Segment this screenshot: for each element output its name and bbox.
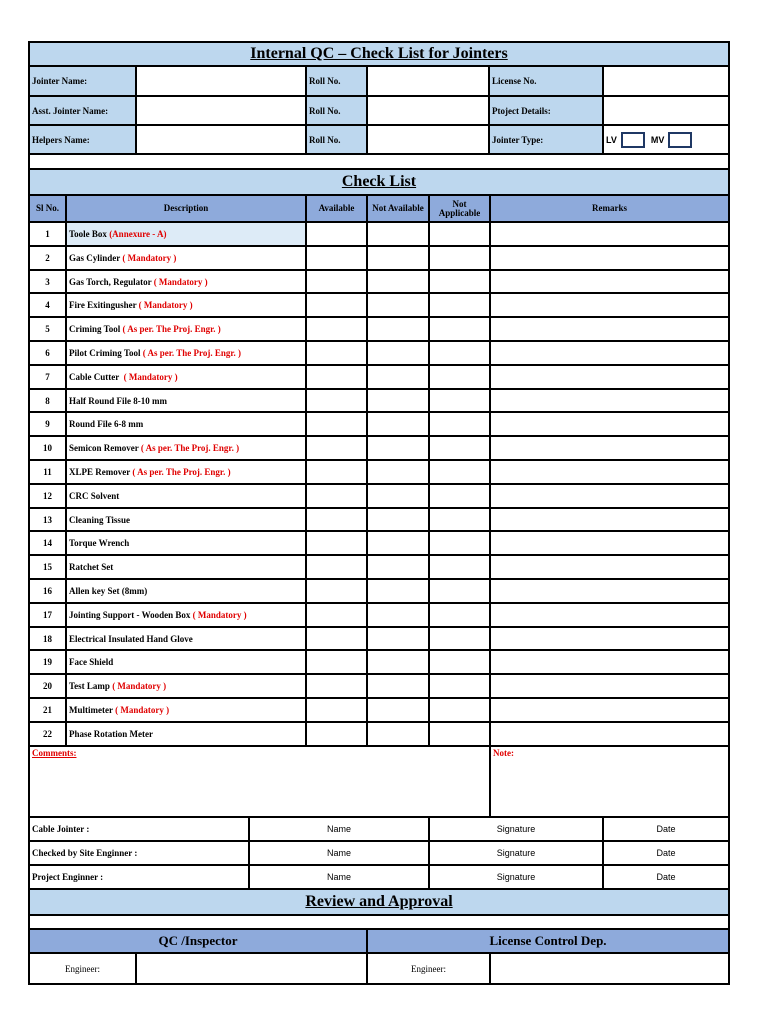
signoff-date-field[interactable]: Date	[603, 865, 729, 889]
not-applicable-cell[interactable]	[429, 341, 490, 365]
remarks-cell[interactable]	[490, 436, 729, 460]
available-cell[interactable]	[306, 508, 367, 531]
signoff-role: Project Enginner :	[29, 865, 249, 889]
item-number: 7	[29, 365, 66, 389]
not-applicable-cell[interactable]	[429, 270, 490, 293]
remarks-cell[interactable]	[490, 650, 729, 674]
not-applicable-cell[interactable]	[429, 531, 490, 555]
item-description	[66, 270, 306, 293]
comments-box[interactable]: Comments:	[29, 746, 490, 817]
not-applicable-cell[interactable]	[429, 222, 490, 246]
available-cell[interactable]	[306, 555, 367, 579]
item-text: CRC Solvent	[69, 491, 120, 501]
col-remarks: Remarks	[490, 195, 729, 222]
available-cell[interactable]	[306, 579, 367, 603]
not-applicable-cell[interactable]	[429, 412, 490, 436]
item-number: 13	[29, 508, 66, 531]
not-applicable-cell[interactable]	[429, 293, 490, 317]
not-available-cell[interactable]	[367, 317, 429, 341]
item-description	[66, 698, 306, 722]
remarks-cell[interactable]	[490, 317, 729, 341]
signoff-name-field[interactable]: Name	[249, 841, 429, 865]
available-cell[interactable]	[306, 222, 367, 246]
available-cell[interactable]	[306, 650, 367, 674]
not-available-cell[interactable]	[367, 555, 429, 579]
checklist-title: Check List	[29, 169, 729, 195]
item-description	[66, 246, 306, 270]
lv-checkbox[interactable]	[621, 132, 645, 148]
available-cell[interactable]	[306, 317, 367, 341]
signoff-signature-field[interactable]: Signature	[429, 841, 603, 865]
not-available-cell[interactable]	[367, 365, 429, 389]
item-number: 8	[29, 389, 66, 412]
item-text: Criming Tool	[69, 324, 123, 334]
item-requirement-note: ( Mandatory )	[138, 300, 193, 310]
item-number: 15	[29, 555, 66, 579]
available-cell[interactable]	[306, 484, 367, 508]
not-applicable-cell[interactable]	[429, 436, 490, 460]
signoff-date-field[interactable]: Date	[603, 817, 729, 841]
not-available-cell[interactable]	[367, 698, 429, 722]
not-available-cell[interactable]	[367, 484, 429, 508]
item-requirement-note: ( As per. The Proj. Engr. )	[140, 443, 240, 453]
remarks-cell[interactable]	[490, 341, 729, 365]
qc-engineer-field[interactable]	[136, 953, 367, 984]
item-text: Toole Box	[69, 229, 110, 239]
item-description	[66, 222, 306, 246]
not-applicable-cell[interactable]	[429, 246, 490, 270]
roll-no-field[interactable]	[367, 96, 489, 125]
item-text: Test Lamp	[69, 681, 113, 691]
not-applicable-cell[interactable]	[429, 389, 490, 412]
col-not-applicable: Not Applicable	[429, 195, 490, 222]
available-cell[interactable]	[306, 341, 367, 365]
remarks-cell[interactable]	[490, 555, 729, 579]
item-text: Gas Torch, Regulator	[69, 276, 154, 287]
item-requirement-note: ( Mandatory )	[115, 705, 170, 715]
item-text: Cleaning Tissue	[69, 514, 130, 525]
available-cell[interactable]	[306, 674, 367, 698]
item-text: Phase Rotation Meter	[69, 729, 153, 739]
available-cell[interactable]	[306, 293, 367, 317]
signoff-signature-field[interactable]: Signature	[429, 865, 603, 889]
item-text: Torque Wrench	[69, 538, 130, 548]
not-applicable-cell[interactable]	[429, 365, 490, 389]
project-details-field[interactable]	[603, 96, 729, 125]
not-available-cell[interactable]	[367, 722, 429, 746]
not-applicable-cell[interactable]	[429, 603, 490, 627]
item-number: 14	[29, 531, 66, 555]
spacer-row	[29, 915, 729, 929]
item-requirement-note: ( Mandatory )	[122, 253, 177, 263]
license-no-label: License No.	[489, 66, 603, 96]
not-available-cell[interactable]	[367, 650, 429, 674]
mv-checkbox[interactable]	[668, 132, 692, 148]
item-number: 6	[29, 341, 66, 365]
item-text: Jointing Support - Wooden Box	[69, 610, 193, 620]
roll-no-label: Roll No.	[306, 96, 367, 125]
asst-jointer-name-field[interactable]	[136, 96, 306, 125]
item-description	[66, 579, 306, 603]
roll-no-field[interactable]	[367, 66, 489, 96]
not-available-cell[interactable]	[367, 389, 429, 412]
jointer-type-label: Jointer Type:	[489, 125, 603, 154]
col-available: Available	[306, 195, 367, 222]
item-description	[66, 460, 306, 484]
remarks-cell[interactable]	[490, 460, 729, 484]
item-description	[66, 484, 306, 508]
remarks-cell[interactable]	[490, 365, 729, 389]
item-description	[66, 293, 306, 317]
not-available-cell[interactable]	[367, 270, 429, 293]
item-description	[66, 436, 306, 460]
item-description	[66, 412, 306, 436]
available-cell[interactable]	[306, 389, 367, 412]
available-cell[interactable]	[306, 246, 367, 270]
item-number: 2	[29, 246, 66, 270]
remarks-cell[interactable]	[490, 531, 729, 555]
available-cell[interactable]	[306, 412, 367, 436]
item-text: Gas Cylinder	[69, 253, 123, 263]
not-available-cell[interactable]	[367, 603, 429, 627]
item-requirement-note: ( As per. The Proj. Engr. )	[142, 348, 242, 358]
item-text: Face Shield	[69, 657, 114, 667]
item-text: Round File 6-8 mm	[69, 419, 144, 429]
item-number: 5	[29, 317, 66, 341]
item-description	[66, 317, 306, 341]
license-control-header: License Control Dep.	[367, 929, 729, 953]
not-available-cell[interactable]	[367, 246, 429, 270]
available-cell[interactable]	[306, 603, 367, 627]
item-description	[66, 603, 306, 627]
signoff-name-field[interactable]: Name	[249, 817, 429, 841]
signoff-name-field[interactable]: Name	[249, 865, 429, 889]
item-description	[66, 365, 306, 389]
item-number: 1	[29, 222, 66, 246]
license-no-field[interactable]	[603, 66, 729, 96]
item-description	[66, 650, 306, 674]
remarks-cell[interactable]	[490, 293, 729, 317]
lv-label: LV	[606, 134, 617, 145]
remarks-cell[interactable]	[490, 412, 729, 436]
not-applicable-cell[interactable]	[429, 674, 490, 698]
col-sl-no: Sl No.	[29, 195, 66, 222]
helpers-name-label: Helpers Name:	[29, 125, 136, 154]
item-text: XLPE Remover	[69, 467, 133, 477]
spacer-row	[29, 154, 729, 169]
not-available-cell[interactable]	[367, 222, 429, 246]
remarks-cell[interactable]	[490, 270, 729, 293]
not-available-cell[interactable]	[367, 460, 429, 484]
item-number: 4	[29, 293, 66, 317]
not-applicable-cell[interactable]	[429, 508, 490, 531]
remarks-cell[interactable]	[490, 627, 729, 650]
remarks-cell[interactable]	[490, 579, 729, 603]
item-number: 18	[29, 627, 66, 650]
remarks-cell[interactable]	[490, 674, 729, 698]
item-text: Pilot Criming Tool	[69, 348, 143, 358]
item-requirement-note: ( Mandatory )	[153, 276, 208, 287]
available-cell[interactable]	[306, 698, 367, 722]
available-cell[interactable]	[306, 270, 367, 293]
not-available-cell[interactable]	[367, 341, 429, 365]
item-text: Ratchet Set	[69, 562, 114, 572]
license-engineer-field[interactable]	[490, 953, 729, 984]
not-applicable-cell[interactable]	[429, 627, 490, 650]
project-details-label: Ptoject Details:	[489, 96, 603, 125]
item-description	[66, 508, 306, 531]
remarks-cell[interactable]	[490, 484, 729, 508]
not-applicable-cell[interactable]	[429, 460, 490, 484]
item-description	[66, 627, 306, 650]
item-description	[66, 531, 306, 555]
item-requirement-note: ( Mandatory )	[112, 681, 167, 691]
item-description	[66, 341, 306, 365]
item-text: Half Round File 8-10 mm	[69, 395, 167, 406]
item-requirement-note: ( As per. The Proj. Engr. )	[122, 324, 221, 334]
signoff-role: Cable Jointer :	[29, 817, 249, 841]
not-available-cell[interactable]	[367, 412, 429, 436]
signoff-signature-field[interactable]: Signature	[429, 817, 603, 841]
engineer-label: Engineer:	[367, 953, 490, 984]
item-number: 3	[29, 270, 66, 293]
not-applicable-cell[interactable]	[429, 484, 490, 508]
available-cell[interactable]	[306, 627, 367, 650]
col-not-available: Not Available	[367, 195, 429, 222]
item-text: Allen key Set (8mm)	[69, 586, 148, 596]
item-number: 11	[29, 460, 66, 484]
item-number: 10	[29, 436, 66, 460]
signoff-date-field[interactable]: Date	[603, 841, 729, 865]
not-applicable-cell[interactable]	[429, 317, 490, 341]
review-title: Review and Approval	[29, 889, 729, 915]
item-requirement-note: ( Mandatory )	[123, 372, 178, 382]
item-text: Fire Exitingusher	[69, 300, 139, 310]
item-number: 22	[29, 722, 66, 746]
item-number: 21	[29, 698, 66, 722]
available-cell[interactable]	[306, 722, 367, 746]
mv-label: MV	[650, 134, 665, 145]
item-description	[66, 389, 306, 412]
asst-jointer-name-label: Asst. Jointer Name:	[29, 96, 136, 125]
not-available-cell[interactable]	[367, 627, 429, 650]
not-applicable-cell[interactable]	[429, 579, 490, 603]
not-applicable-cell[interactable]	[429, 650, 490, 674]
item-number: 9	[29, 412, 66, 436]
item-text: Multimeter	[69, 705, 116, 715]
helpers-name-field[interactable]	[136, 125, 306, 154]
available-cell[interactable]	[306, 460, 367, 484]
not-available-cell[interactable]	[367, 674, 429, 698]
item-number: 16	[29, 579, 66, 603]
remarks-cell[interactable]	[490, 389, 729, 412]
not-applicable-cell[interactable]	[429, 698, 490, 722]
remarks-cell[interactable]	[490, 508, 729, 531]
not-applicable-cell[interactable]	[429, 722, 490, 746]
remarks-cell[interactable]	[490, 722, 729, 746]
item-text: Cable Cutter	[69, 372, 124, 382]
remarks-cell[interactable]	[490, 603, 729, 627]
roll-no-field[interactable]	[367, 125, 489, 154]
item-description	[66, 674, 306, 698]
available-cell[interactable]	[306, 531, 367, 555]
item-description	[66, 555, 306, 579]
engineer-label: Engineer:	[29, 953, 136, 984]
jointer-name-label: Jointer Name:	[29, 66, 136, 96]
remarks-cell[interactable]	[490, 222, 729, 246]
qc-inspector-header: QC /Inspector	[29, 929, 367, 953]
not-available-cell[interactable]	[367, 508, 429, 531]
note-box[interactable]: Note:	[490, 746, 729, 817]
jointer-name-field[interactable]	[136, 66, 306, 96]
item-number: 12	[29, 484, 66, 508]
available-cell[interactable]	[306, 365, 367, 389]
item-text: Semicon Remover	[69, 443, 141, 453]
item-number: 20	[29, 674, 66, 698]
not-applicable-cell[interactable]	[429, 555, 490, 579]
item-text: Electrical Insulated Hand Glove	[69, 633, 193, 644]
page-title: Internal QC – Check List for Jointers	[29, 42, 729, 66]
remarks-cell[interactable]	[490, 246, 729, 270]
item-description	[66, 722, 306, 746]
item-requirement-note: ( As per. The Proj. Engr. )	[132, 467, 231, 477]
available-cell[interactable]	[306, 436, 367, 460]
item-requirement-note: (Annexure - A)	[109, 229, 167, 239]
jointer-type-options	[603, 125, 729, 154]
not-available-cell[interactable]	[367, 436, 429, 460]
item-number: 19	[29, 650, 66, 674]
item-requirement-note: ( Mandatory )	[192, 610, 247, 620]
item-number: 17	[29, 603, 66, 627]
roll-no-label: Roll No.	[306, 66, 367, 96]
not-available-cell[interactable]	[367, 579, 429, 603]
roll-no-label: Roll No.	[306, 125, 367, 154]
col-description: Description	[66, 195, 306, 222]
remarks-cell[interactable]	[490, 698, 729, 722]
not-available-cell[interactable]	[367, 293, 429, 317]
not-available-cell[interactable]	[367, 531, 429, 555]
signoff-role: Checked by Site Enginner :	[29, 841, 249, 865]
